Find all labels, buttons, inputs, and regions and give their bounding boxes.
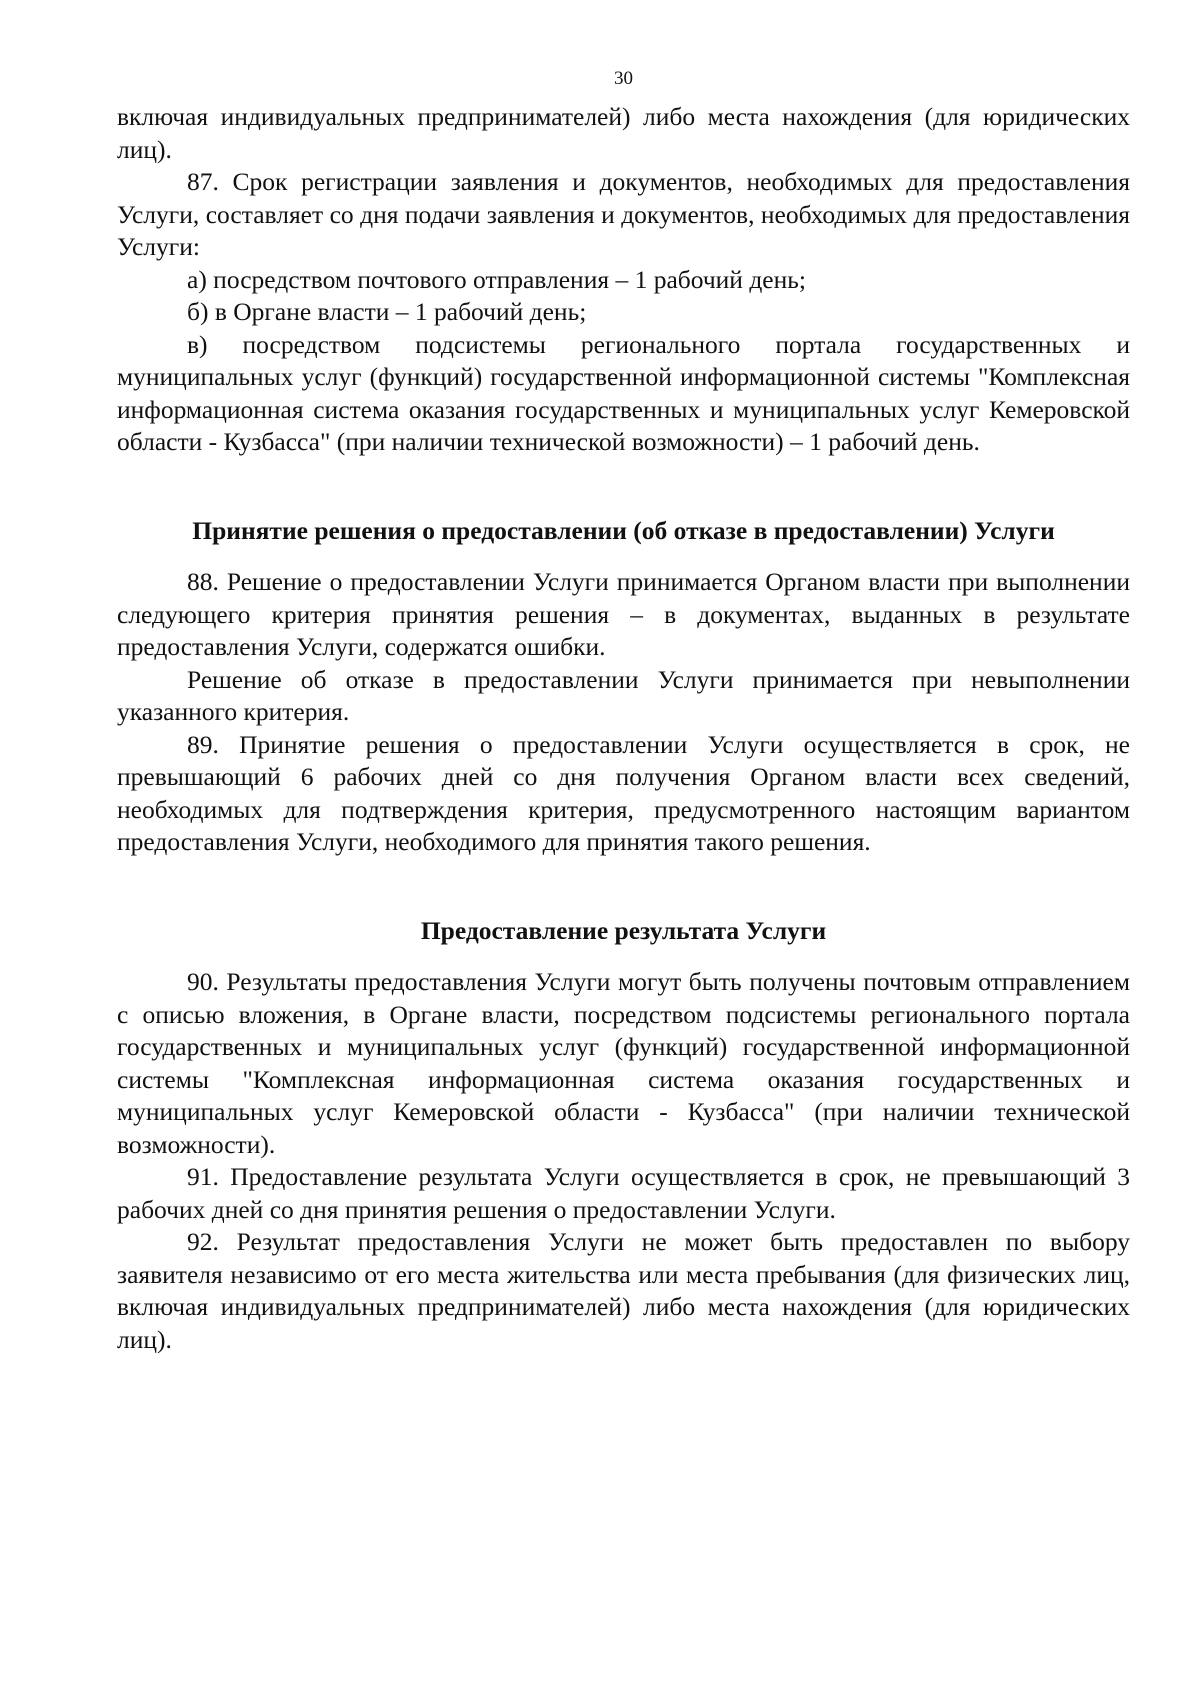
page-number: 30: [614, 68, 633, 89]
paragraph-87: 87. Срок регистрации заявления и документов, необходимых для предоставления Услуги, составляет со дня подачи заявления и документов, необходимых для предоставления Услуги:: [117, 167, 1130, 261]
section-decision: [117, 515, 1130, 859]
section-result: [117, 915, 1130, 1357]
list-item-a: а) посредством почтового отправления – 1 рабочий день;: [187, 264, 806, 294]
paragraph-92: 92. Результат предоставления Услуги не может быть предоставлен по выбору заявителя независимо от его места жительства или места пребывания (для физических лиц, включая индивидуальных предпринимателей) либо места нахождения (для юридических лиц).: [117, 1227, 1130, 1354]
document-page: [117, 60, 1130, 1356]
list-item-v: в) посредством подсистемы регионального портала государственных и муниципальных услуг (функций) государственной информационной системы "Комплексная информационная система оказания государственных и муниципальных услуг Кемеровской области - Кузбасса" (при наличии технической возможности) – 1 рабочий день.: [117, 329, 1130, 456]
paragraph-90: 90. Результаты предоставления Услуги могут быть получены почтовым отправлением с описью вложения, в Органе власти, посредством подсистемы регионального портала государственных и муниципальных услуг (функций) государственной информационной системы "Комплексная информационная система оказания государственных и муниципальных услуг Кемеровской области - Кузбасса" (при наличии технической возможности).: [117, 967, 1130, 1159]
list-item-b: б) в Органе власти – 1 рабочий день;: [187, 297, 587, 326]
paragraph-89: 89. Принятие решения о предоставлении Услуги осуществляется в срок, не превышающий 6 рабочих дней со дня получения Органом власти всех сведений, необходимых для подтверждения критерия, предусмотренного настоящим вариантом предоставления Услуги, необходимого для принятия такого решения.: [117, 729, 1130, 856]
paragraph-refusal: Решение об отказе в предоставлении Услуги принимается при невыполнении указанного критерия.: [117, 664, 1130, 726]
paragraph: включая индивидуальных предпринимателей) либо места нахождения (для юридических лиц).: [117, 102, 1130, 164]
paragraph-88: 88. Решение о предоставлении Услуги принимается Органом власти при выполнении следующего критерия принятия решения – в документах, выданных в результате предоставления Услуги, содержатся ошибки.: [117, 567, 1130, 661]
section-heading-decision: Принятие решения о предоставлении (об отказе в предоставлении) Услуги: [192, 515, 1055, 545]
section-intro: [117, 101, 1130, 459]
paragraph-91: 91. Предоставление результата Услуги осуществляется в срок, не превышающий 3 рабочих дней со дня принятия решения о предоставлении Услуги.: [117, 1162, 1130, 1224]
section-heading-result: Предоставление результата Услуги: [420, 915, 827, 945]
